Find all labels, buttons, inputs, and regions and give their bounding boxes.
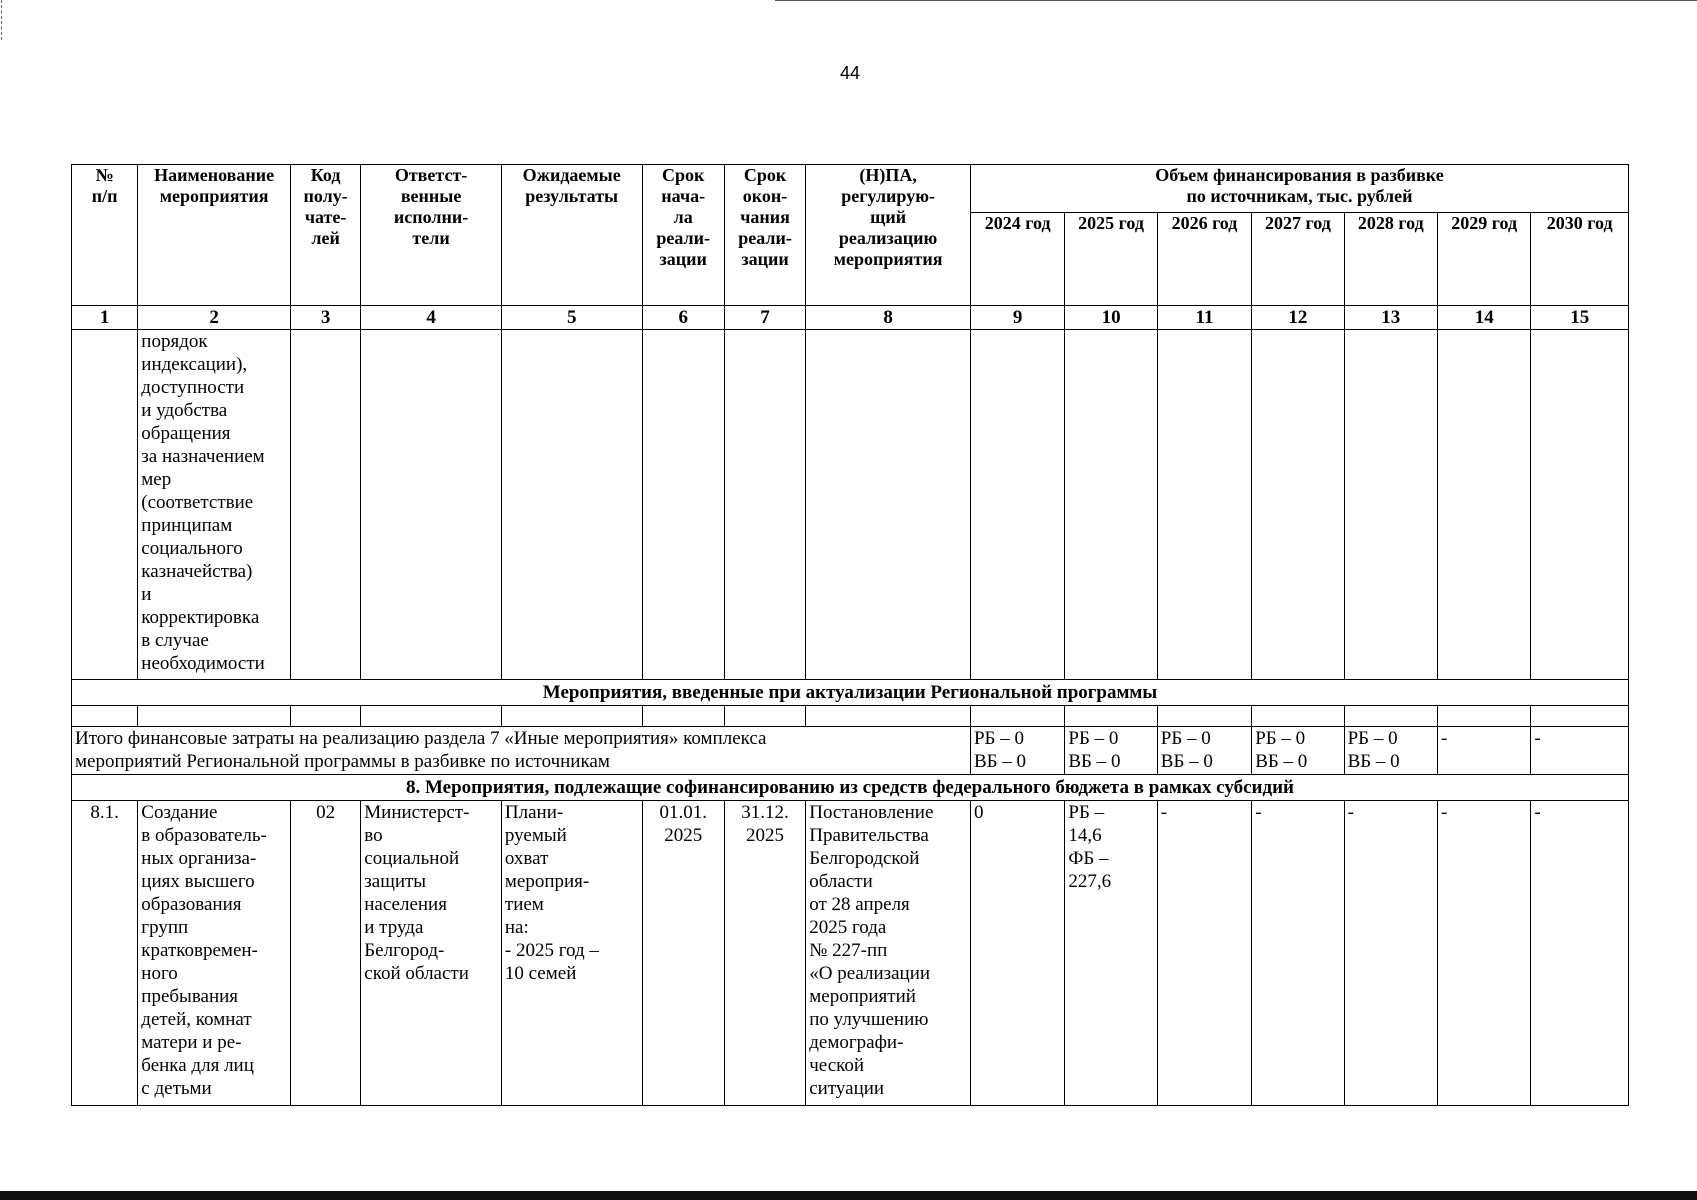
header-end: Срок окон- чания реали- зации [724,165,805,306]
total-value: РБ – 0 ВБ – 0 [1252,727,1344,775]
total-value: РБ – 0 ВБ – 0 [1344,727,1437,775]
npa: Постановление Правительства Белгородской области от 28 апреля 2025 года № 227-пп «О реализации мероприятий по улучшению демографи- ческой ситуации [806,801,971,1106]
continuation-name: порядок индексации), доступности и удобства обращения за назначением мер (соответствие принципам социального казначейства) и корректировка в случае необходимости [138,330,291,680]
table-row [72,801,1629,1106]
header-year: 2030 год [1531,213,1629,306]
header-results: Ожидаемые результаты [501,165,642,306]
program-table [71,164,1629,1106]
header-year: 2025 год [1065,213,1157,306]
total-value: - [1438,727,1531,775]
column-number: 12 [1252,306,1344,330]
total-row [72,727,1629,775]
row-number: 8.1. [72,801,138,1106]
empty-row [72,706,1629,727]
column-number: 9 [970,306,1064,330]
measure-name: Создание в образователь- ных организа- циях высшего образования групп кратковремен- ного пребывания детей, комнат матери и ре- бенка для лиц с детьми [138,801,291,1106]
total-value: РБ – 0 ВБ – 0 [1157,727,1251,775]
column-number: 15 [1531,306,1629,330]
header-year: 2024 год [970,213,1064,306]
recipient-code: 02 [290,801,360,1106]
funding-value: РБ – 14,6 ФБ – 227,6 [1065,801,1157,1106]
funding-value: - [1157,801,1251,1106]
header-npa: (Н)ПА, регулирую- щий реализацию мероприятия [806,165,971,306]
header-name: Наименование мероприятия [138,165,291,306]
column-number: 6 [642,306,724,330]
end-date: 31.12. 2025 [724,801,805,1106]
scan-bottom-bar [0,1191,1697,1200]
total-label: Итого финансовые затраты на реализацию раздела 7 «Иные мероприятия» комплекса мероприятий Региональной программы в разбивке по источникам [72,727,971,775]
column-number: 14 [1438,306,1531,330]
continuation-row [72,330,1629,680]
total-value: - [1531,727,1629,775]
column-number: 8 [806,306,971,330]
column-number: 1 [72,306,138,330]
page-number: 44 [839,63,861,83]
column-number: 4 [361,306,502,330]
funding-value: - [1344,801,1437,1106]
expected-results: Плани- руемый охват мероприя- тием на: - 2025 год – 10 семей [501,801,642,1106]
header-funding: Объем финансирования в разбивке по источникам, тыс. рублей [970,165,1628,213]
column-number: 2 [138,306,291,330]
header-row-1 [72,165,1629,213]
executors: Министерст- во социальной защиты населения и труда Белгород- ской области [361,801,502,1106]
column-number: 7 [724,306,805,330]
funding-value: - [1252,801,1344,1106]
header-year: 2026 год [1157,213,1251,306]
header-executors: Ответст- венные исполни- тели [361,165,502,306]
header-year: 2028 год [1344,213,1437,306]
section-heading-row [72,680,1629,706]
column-number: 11 [1157,306,1251,330]
funding-value: - [1438,801,1531,1106]
header-year: 2027 год [1252,213,1344,306]
header-code: Код полу- чате- лей [290,165,360,306]
column-number: 3 [290,306,360,330]
total-value: РБ – 0 ВБ – 0 [1065,727,1157,775]
total-value: РБ – 0 ВБ – 0 [970,727,1064,775]
header-number: № п/п [72,165,138,306]
column-number: 13 [1344,306,1437,330]
column-number: 5 [501,306,642,330]
start-date: 01.01. 2025 [642,801,724,1106]
funding-value: 0 [970,801,1064,1106]
section-heading-introduced: Мероприятия, введенные при актуализации Региональной программы [72,680,1629,706]
scan-left-mark [1,0,3,40]
column-number-row [72,306,1629,330]
column-number: 10 [1065,306,1157,330]
header-year: 2029 год [1438,213,1531,306]
header-start: Срок нача- ла реали- зации [642,165,724,306]
funding-value: - [1531,801,1629,1106]
section-heading-row [72,775,1629,801]
scan-top-line [775,0,1697,1]
section-heading-8: 8. Мероприятия, подлежащие софинансированию из средств федерального бюджета в рамках субсидий [72,775,1629,801]
